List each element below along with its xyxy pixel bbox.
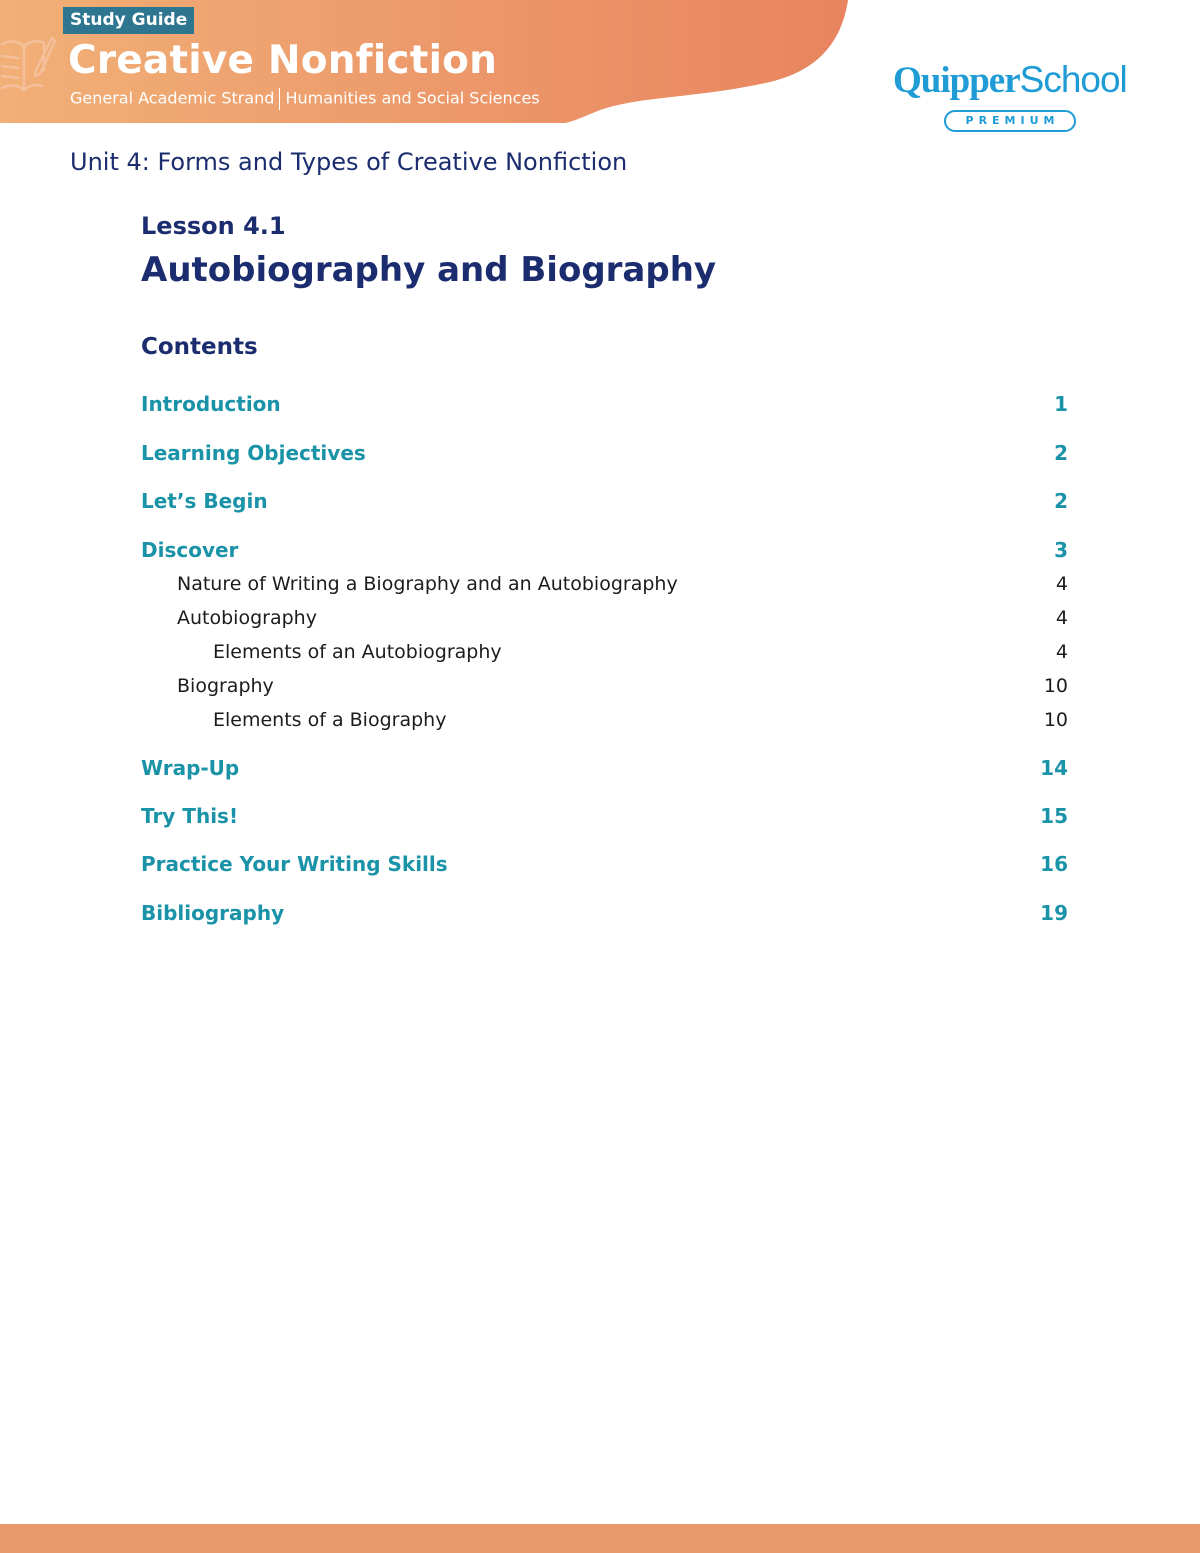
- toc-entry-page: 14: [1040, 756, 1068, 780]
- toc-entry-title: Practice Your Writing Skills: [141, 852, 448, 876]
- toc-entry-page: 1: [1054, 392, 1068, 416]
- toc-entry-title: Nature of Writing a Biography and an Autobiography: [177, 573, 678, 595]
- toc-entry-practice-writing[interactable]: [0, 849, 1200, 879]
- toc-entry-page: 16: [1040, 852, 1068, 876]
- toc-entry-lets-begin[interactable]: [0, 486, 1200, 516]
- lesson-label: Lesson 4.1: [141, 212, 286, 240]
- toc-entry-title: Discover: [141, 538, 239, 562]
- toc-entry-page: 4: [1055, 641, 1068, 663]
- toc-entry-page: 15: [1040, 804, 1068, 828]
- toc-entry-elements-of-biography[interactable]: [0, 705, 1200, 735]
- toc-entry-biography[interactable]: [0, 671, 1200, 701]
- toc-entry-page: 2: [1054, 441, 1068, 465]
- lesson-title: Autobiography and Biography: [141, 250, 717, 290]
- academic-track: Humanities and Social Sciences: [285, 88, 540, 108]
- study-guide-badge: Study Guide: [63, 7, 194, 34]
- toc-entry-introduction[interactable]: [0, 389, 1200, 419]
- toc-entry-page: 4: [1055, 607, 1068, 629]
- toc-entry-page: 3: [1054, 538, 1068, 562]
- toc-entry-wrap-up[interactable]: [0, 753, 1200, 783]
- toc-entry-title: Biography: [177, 675, 274, 697]
- toc-entry-elements-of-autobiography[interactable]: [0, 637, 1200, 667]
- logo-premium-pill: PREMIUM: [944, 110, 1076, 132]
- toc-entry-title: Introduction: [141, 392, 281, 416]
- toc-entry-page: 19: [1040, 901, 1068, 925]
- toc-entry-title: Elements of a Biography: [213, 709, 447, 731]
- toc-entry-title: Let’s Begin: [141, 489, 268, 513]
- academic-strand: General Academic Strand: [70, 88, 275, 108]
- logo-brand-school: School: [1019, 59, 1127, 100]
- footer-band: [0, 1524, 1200, 1553]
- unit-title: Unit 4: Forms and Types of Creative Nonfiction: [70, 148, 628, 176]
- toc-entry-title: Bibliography: [141, 901, 285, 925]
- toc-entry-title: Try This!: [141, 804, 239, 828]
- toc-entry-page: 2: [1054, 489, 1068, 513]
- course-title: Creative Nonfiction: [68, 38, 498, 83]
- toc-entry-title: Wrap-Up: [141, 756, 240, 780]
- toc-entry-title: Elements of an Autobiography: [213, 641, 502, 663]
- toc-entry-learning-objectives[interactable]: [0, 438, 1200, 468]
- toc-entry-nature-of-writing[interactable]: [0, 569, 1200, 599]
- toc-entry-page: 10: [1043, 675, 1068, 697]
- toc-entry-try-this[interactable]: [0, 801, 1200, 831]
- toc-entry-autobiography[interactable]: [0, 603, 1200, 633]
- toc-entry-title: Autobiography: [177, 607, 317, 629]
- toc-entry-discover[interactable]: [0, 535, 1200, 565]
- toc-entry-page: 10: [1043, 709, 1068, 731]
- contents-heading: Contents: [141, 334, 258, 360]
- toc-entry-title: Learning Objectives: [141, 441, 366, 465]
- logo-brand-quipper: Quipper: [893, 60, 1020, 101]
- toc-entry-bibliography[interactable]: [0, 898, 1200, 928]
- toc-entry-page: 4: [1055, 573, 1068, 595]
